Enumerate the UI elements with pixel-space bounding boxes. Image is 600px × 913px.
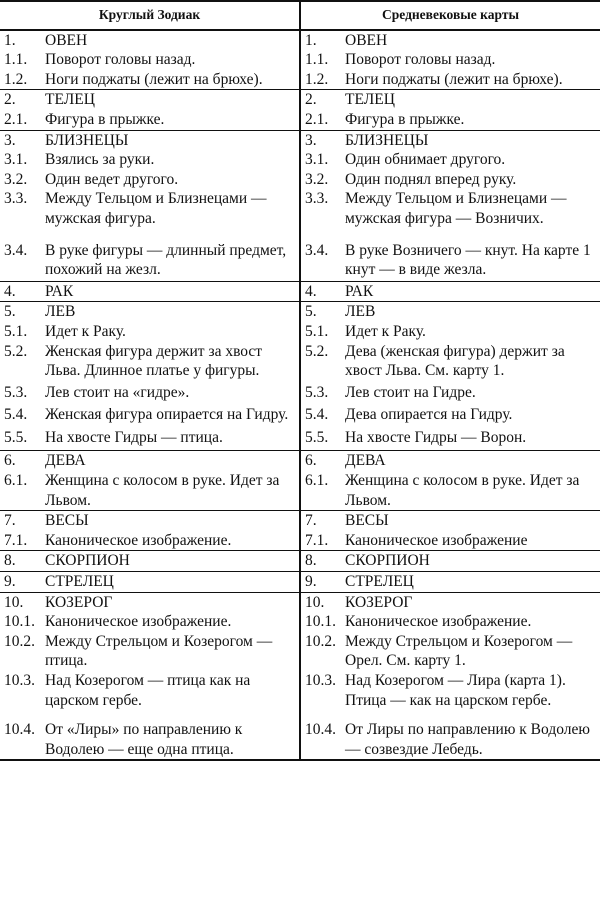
right-text-cell: ЛЕВ <box>345 302 600 322</box>
header-round-zodiac: Круглый Зодиак <box>0 1 300 30</box>
left-number-cell: 10.1. <box>4 613 35 631</box>
table-row <box>0 383 600 406</box>
left-number-cell: 2. <box>0 90 45 110</box>
right-text-cell: Каноническое изображение <box>345 531 528 549</box>
right-number-cell: 10.1. <box>305 613 336 631</box>
left-number-cell: 9. <box>0 572 45 593</box>
table-body <box>0 30 600 761</box>
right-text-cell: РАК <box>345 281 600 302</box>
right-number-cell: 3. <box>300 130 345 150</box>
left-text-cell: ТЕЛЕЦ <box>45 90 300 110</box>
left-text-cell: РАК <box>45 281 300 302</box>
table-row <box>0 322 600 342</box>
left-text-cell: Каноническое изображение. <box>45 531 300 551</box>
table-row <box>0 632 600 671</box>
table-row <box>0 428 600 451</box>
left-number-cell: 5.1. <box>4 322 28 340</box>
right-text-cell: ТЕЛЕЦ <box>345 90 600 110</box>
left-text-cell: ДЕВА <box>45 451 300 471</box>
table-row <box>0 110 600 130</box>
table-row <box>0 150 600 170</box>
right-number-cell: 7. <box>300 511 345 531</box>
left-text-cell: КОЗЕРОГ <box>45 592 300 612</box>
section-row <box>0 551 600 572</box>
right-text-cell: Над Козерогом — Лира (карта 1). Птица — как на царском гербе. <box>345 672 566 709</box>
right-number-cell: 1.2. <box>305 70 329 88</box>
left-number-cell: 6.1. <box>4 472 28 490</box>
table-row <box>0 342 600 383</box>
section-row <box>0 592 600 612</box>
left-number-cell: 3.2. <box>4 170 28 188</box>
left-text-cell: ВЕСЫ <box>45 511 300 531</box>
left-text-cell: Женская фигура опирается на Гидру. <box>45 405 300 428</box>
left-number-cell: 4. <box>0 281 45 302</box>
left-text-cell: СТРЕЛЕЦ <box>45 572 300 593</box>
left-text-cell: Лев стоит на «гидре». <box>45 383 300 406</box>
right-number-cell: 3.3. <box>305 190 329 208</box>
left-text-cell: Поворот головы назад. <box>45 50 300 70</box>
left-number-cell: 1. <box>0 30 45 51</box>
right-number-cell: 3.2. <box>305 170 329 188</box>
section-row <box>0 302 600 322</box>
right-number-cell: 10. <box>300 592 345 612</box>
left-number-cell: 3. <box>0 130 45 150</box>
right-number-cell: 6.1. <box>305 472 329 490</box>
table-row <box>0 50 600 70</box>
left-text-cell: Между Стрельцом и Козерогом — птица. <box>45 632 300 671</box>
right-number-cell: 2. <box>300 90 345 110</box>
left-number-cell: 2.1. <box>4 110 28 128</box>
right-text-cell: Между Тельцом и Близнецами — мужская фигура — Возничих. <box>345 190 567 227</box>
section-row <box>0 281 600 302</box>
right-text-cell: КОЗЕРОГ <box>345 592 600 612</box>
right-number-cell: 5.4. <box>305 406 329 424</box>
right-text-cell: СКОРПИОН <box>345 551 600 572</box>
left-number-cell: 7.1. <box>4 531 28 549</box>
left-number-cell: 5. <box>0 302 45 322</box>
left-text-cell: На хвосте Гидры — птица. <box>45 428 300 451</box>
table-header-row <box>0 1 600 30</box>
left-text-cell: Женская фигура держит за хвост Льва. Длинное платье у фигуры. <box>45 342 300 383</box>
left-number-cell: 5.4. <box>4 406 28 424</box>
left-text-cell: Над Козерогом — птица как на царском гербе. <box>45 671 300 720</box>
left-number-cell: 10.2. <box>4 632 35 650</box>
left-number-cell: 10.4. <box>0 720 45 760</box>
right-text-cell: Дева опирается на Гидру. <box>345 406 513 424</box>
right-text-cell: СТРЕЛЕЦ <box>345 572 600 593</box>
section-row <box>0 451 600 471</box>
left-text-cell: Каноническое изображение. <box>45 612 300 632</box>
left-number-cell: 5.3. <box>4 383 28 401</box>
right-text-cell: От Лиры по направлению к Водолею — созвездие Лебедь. <box>345 720 600 760</box>
table-row <box>0 531 600 551</box>
left-number-cell: 3.4. <box>4 241 28 259</box>
table-row <box>0 170 600 190</box>
right-number-cell: 5.2. <box>305 342 329 360</box>
right-text-cell: Один поднял вперед руку. <box>345 170 517 188</box>
left-number-cell: 1.1. <box>4 51 28 69</box>
right-number-cell: 7.1. <box>305 531 329 549</box>
right-text-cell: БЛИЗНЕЦЫ <box>345 130 600 150</box>
right-number-cell: 5.3. <box>305 383 329 401</box>
right-number-cell: 5.1. <box>305 322 329 340</box>
left-number-cell: 5.2. <box>4 342 28 360</box>
left-text-cell: ЛЕВ <box>45 302 300 322</box>
section-row <box>0 130 600 150</box>
right-number-cell: 6. <box>300 451 345 471</box>
left-text-cell: СКОРПИОН <box>45 551 300 572</box>
right-text-cell: Дева (женская фигура) держит за хвост Льва. См. карту 1. <box>345 342 565 380</box>
left-text-cell: ОВЕН <box>45 30 300 51</box>
right-number-cell: 3.4. <box>305 241 329 259</box>
table-row <box>0 471 600 511</box>
section-row <box>0 572 600 593</box>
left-text-cell: Женщина с колосом в руке. Идет за Львом. <box>45 471 300 511</box>
right-text-cell: Идет к Раку. <box>345 322 426 340</box>
right-text-cell: Фигура в прыжке. <box>345 110 465 128</box>
left-number-cell: 6. <box>0 451 45 471</box>
left-text-cell: Взялись за руки. <box>45 150 300 170</box>
right-number-cell: 8. <box>300 551 345 572</box>
right-text-cell: Поворот головы назад. <box>345 51 496 69</box>
right-text-cell: На хвосте Гидры — Ворон. <box>345 428 527 446</box>
left-number-cell: 1.2. <box>4 70 28 88</box>
left-number-cell: 5.5. <box>4 428 28 446</box>
section-row <box>0 511 600 531</box>
left-text-cell: Идет к Раку. <box>45 322 300 342</box>
left-number-cell: 10.3. <box>4 672 35 689</box>
section-row <box>0 30 600 51</box>
table-row <box>0 671 600 720</box>
right-number-cell: 4. <box>300 281 345 302</box>
right-number-cell: 1. <box>300 30 345 51</box>
right-text-cell: Лев стоит на Гидре. <box>345 383 476 401</box>
right-text-cell: Женщина с колосом в руке. Идет за Львом. <box>345 472 580 509</box>
left-number-cell: 3.3. <box>4 190 28 208</box>
right-number-cell: 10.4. <box>300 720 345 760</box>
right-number-cell: 5.5. <box>305 428 329 446</box>
right-text-cell: Ноги поджаты (лежит на брюхе). <box>345 70 563 88</box>
right-text-cell: ОВЕН <box>345 30 600 51</box>
right-number-cell: 10.2. <box>305 632 336 650</box>
left-text-cell: От «Лиры» по направлению к Водолею — еще одна птица. <box>45 720 300 760</box>
right-text-cell: Между Стрельцом и Козерогом — Орел. См. карту 1. <box>345 632 573 670</box>
right-number-cell: 3.1. <box>305 151 329 169</box>
right-text-cell: ВЕСЫ <box>345 511 600 531</box>
right-number-cell: 10.3. <box>305 672 336 689</box>
left-number-cell: 3.1. <box>4 151 28 169</box>
table-row <box>0 720 600 760</box>
table-row <box>0 612 600 632</box>
table-row <box>0 70 600 90</box>
left-text-cell: БЛИЗНЕЦЫ <box>45 130 300 150</box>
right-text-cell: Один обнимает другого. <box>345 151 506 169</box>
right-text-cell: В руке Возничего — кнут. На карте 1 кнут — в виде жезла. <box>345 241 591 279</box>
table-row <box>0 241 600 282</box>
table-row <box>0 189 600 240</box>
left-number-cell: 10. <box>0 592 45 612</box>
right-number-cell: 1.1. <box>305 51 329 69</box>
left-text-cell: Фигура в прыжке. <box>45 110 300 130</box>
left-text-cell: В руке фигуры — длинный предмет, похожий на жезл. <box>45 241 300 282</box>
left-number-cell: 8. <box>0 551 45 572</box>
right-text-cell: ДЕВА <box>345 451 600 471</box>
right-number-cell: 2.1. <box>305 110 329 128</box>
right-number-cell: 9. <box>300 572 345 593</box>
left-text-cell: Между Тельцом и Близнецами — мужская фигура. <box>45 189 300 240</box>
left-text-cell: Один ведет другого. <box>45 170 300 190</box>
header-medieval-maps: Средневековые карты <box>300 1 600 30</box>
section-row <box>0 90 600 110</box>
left-text-cell: Ноги поджаты (лежит на брюхе). <box>45 70 300 90</box>
right-text-cell: Каноническое изображение. <box>345 613 532 631</box>
left-number-cell: 7. <box>0 511 45 531</box>
right-number-cell: 5. <box>300 302 345 322</box>
table-row <box>0 405 600 428</box>
